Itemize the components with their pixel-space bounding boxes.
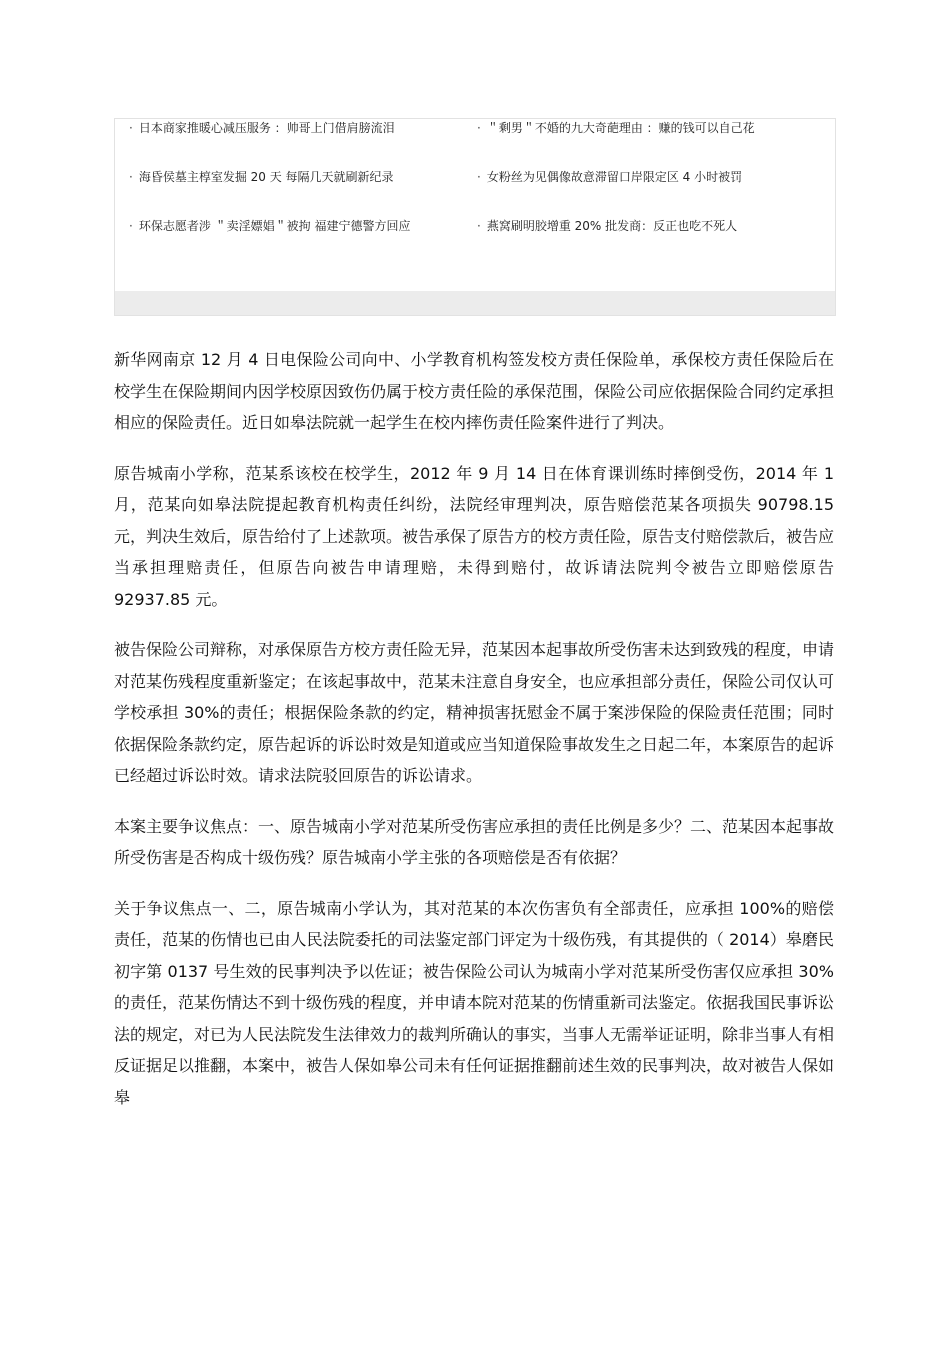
news-link[interactable]: [129, 168, 449, 217]
article-paragraph: 新华网南京 12 月 4 日电保险公司向中、小学教育机构签发校方责任保险单，承保校方责任保险后在校学生在保险期间内因学校原因致伤仍属于校方责任险的承保范围，保险公司应依据保险合同约定承担相应的保险责任。近日如皋法院就一起学生在校内摔伤责任险案件进行了判决。: [114, 350, 835, 432]
article-paragraph: 被告保险公司辩称，对承保原告方校方责任险无异，范某因本起事故所受伤害未达到致残的程度，申请对范某伤残程度重新鉴定；在该起事故中，范某未注意自身安全，也应承担部分责任，保险公司仅认可学校承担 30%的责任；根据保险条款的约定，精神损害抚慰金不属于案涉保险的保险责任范围；同时依据保险条款约定，原告起诉的诉讼时效是知道或应当知道保险事故发生之日起二年，本案原告的起诉已经超过诉讼时效。请求法院驳回原告的诉讼请求。: [114, 640, 835, 785]
article-body: [114, 344, 834, 1132]
related-news-box: [114, 118, 836, 316]
news-link-text: 日本商家推暖心减压服务 ：帅哥上门借肩膀流泪: [138, 121, 395, 135]
related-news-left-column: [129, 119, 449, 266]
news-link[interactable]: [477, 217, 827, 266]
news-link[interactable]: [129, 119, 449, 168]
bullet-icon: ·: [477, 170, 481, 184]
article-paragraph: 本案主要争议焦点：一、原告城南小学对范某所受伤害应承担的责任比例是多少？二、范某因本起事故所受伤害是否构成十级伤残？原告城南小学主张的各项赔偿是否有依据？: [114, 816, 835, 867]
news-link-text: ＂剩男＂不婚的九大奇葩理由 ：赚的钱可以自己花: [486, 121, 755, 135]
bullet-icon: ·: [477, 121, 481, 135]
bullet-icon: ·: [129, 219, 133, 233]
bullet-icon: ·: [477, 219, 481, 233]
news-link-text: 燕窝刷明胶增重 20% 批发商：反正也吃不死人: [486, 219, 738, 233]
article-paragraph: 关于争议焦点一、二，原告城南小学认为，其对范某的本次伤害负有全部责任，应承担 100%的赔偿责任，范某的伤情也已由人民法院委托的司法鉴定部门评定为十级伤残，有其提供的（ 2014）皋磨民初字第 0137 号生效的民事判决予以佐证；被告保险公司认为城南小学对范某所受伤害仅应承担 30%的责任，范某伤情达不到十级伤残的程度，并申请本院对范某的伤情重新司法鉴定。依据我国民事诉讼法的规定，对已为人民法院发生法律效力的裁判所确认的事实，当事人无需举证证明，除非当事人有相反证据足以推翻，本案中，被告人保如皋公司未有任何证据推翻前述生效的民事判决，故对被告人保如皋: [114, 898, 835, 1107]
news-link[interactable]: [477, 168, 827, 217]
bullet-icon: ·: [129, 170, 133, 184]
news-link-text: 海昏侯墓主椁室发掘 20 天 每隔几天就刷新纪录: [138, 170, 394, 184]
news-link-text: 女粉丝为见偶像故意滞留口岸限定区 4 小时被罚: [486, 170, 743, 184]
news-link[interactable]: [477, 119, 827, 168]
related-news-right-column: [477, 119, 827, 266]
related-news-footer-bar: [115, 291, 835, 315]
news-link-text: 环保志愿者涉 ＂卖淫嫖娼＂被拘 福建宁德警方回应: [138, 219, 411, 233]
news-link[interactable]: [129, 217, 449, 266]
bullet-icon: ·: [129, 121, 133, 135]
article-paragraph: 原告城南小学称，范某系该校在校学生，2012 年 9 月 14 日在体育课训练时摔倒受伤，2014 年 1 月，范某向如皋法院提起教育机构责任纠纷，法院经审理判决，原告赔偿范某各项损失 90798.15 元，判决生效后，原告给付了上述款项。被告承保了原告方的校方责任险，原告支付赔偿款后，被告应当承担理赔责任，但原告向被告申请理赔，未得到赔付，故诉请法院判令被告立即赔偿原告 92937.85 元。: [114, 463, 835, 609]
